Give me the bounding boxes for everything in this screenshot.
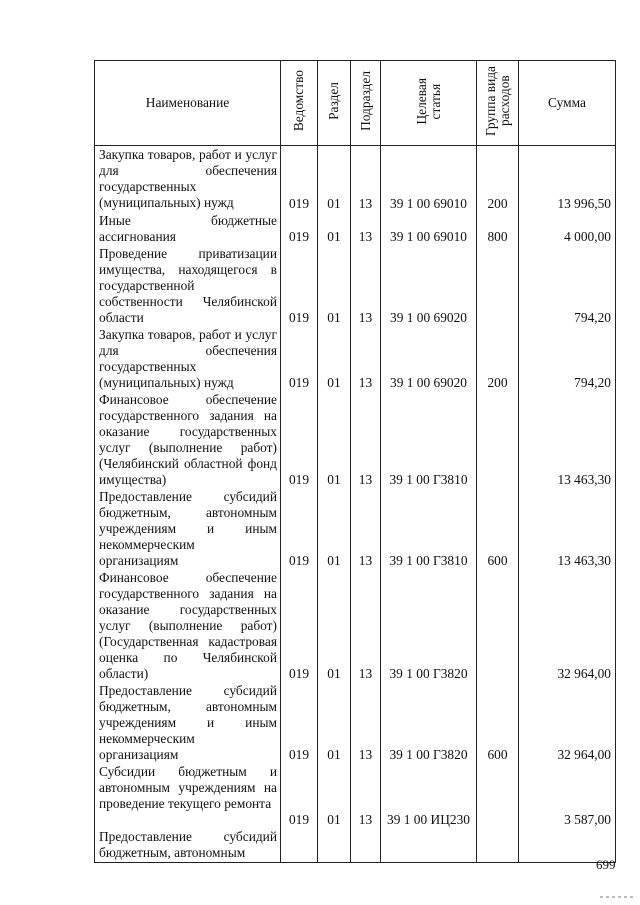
row-sum-cell [519, 326, 616, 391]
row-target-cell [381, 245, 477, 326]
row-group: 600 [487, 552, 508, 568]
row-group-cell [477, 828, 519, 863]
row-target: 39 1 00 ИЦ230 [387, 811, 470, 827]
row-razdel-cell [318, 763, 351, 828]
row-name: Субсидии бюджетным и автономным учреждениям на проведение текущего ремонта [99, 763, 277, 811]
row-name: Закупка товаров, работ и услуг для обеспечения государственных (муниципальных) нужд [99, 326, 277, 390]
row-target-cell [381, 569, 477, 682]
header-vedomstvo: Ведомство [281, 61, 318, 146]
row-razdel: 01 [327, 552, 341, 568]
row-vedomstvo-cell [281, 488, 318, 569]
row-group [477, 310, 518, 326]
row-target: 39 1 00 69010 [390, 228, 467, 244]
row-name: Проведение приватизации имущества, находящегося в государственной собственности Челябинской области [99, 245, 277, 325]
row-name-cell [95, 763, 281, 828]
row-podrazdel-cell [351, 212, 381, 245]
row-name: Предоставление субсидий бюджетным, автономным учреждениям и иным некоммерческим организациям [99, 488, 277, 568]
row-razdel-cell [318, 146, 351, 212]
row-podrazdel-cell [351, 828, 381, 863]
row-vedomstvo: 019 [288, 746, 310, 762]
row-name-cell [95, 391, 281, 488]
row-razdel-cell [318, 212, 351, 245]
row-group: 200 [487, 195, 508, 211]
row-vedomstvo-cell [281, 326, 318, 391]
table-header-row [95, 61, 616, 146]
row-podrazdel-cell [351, 488, 381, 569]
row-target: 39 1 00 69020 [390, 309, 467, 325]
header-razdel: Раздел [318, 61, 351, 146]
row-razdel [318, 846, 350, 862]
row-name: Финансовое обеспечение государственного задания на оказание государственных услуг (выполнение работ) (Государственная кадастровая оценка по Челябинской области) [99, 569, 277, 681]
row-podrazdel: 13 [358, 309, 373, 325]
row-vedomstvo-cell [281, 391, 318, 488]
row-group-cell [477, 488, 519, 569]
row-target: 39 1 00 Г3820 [389, 665, 468, 681]
row-razdel-cell [318, 569, 351, 682]
row-target-cell [381, 488, 477, 569]
row-razdel: 01 [327, 374, 341, 390]
row-vedomstvo-cell [281, 146, 318, 212]
row-sum-cell [519, 763, 616, 828]
row-sum: 32 964,00 [557, 746, 611, 762]
row-vedomstvo-cell [281, 212, 318, 245]
budget-table [94, 60, 616, 863]
row-razdel: 01 [327, 811, 341, 827]
table-row [95, 391, 616, 488]
row-group-cell [477, 326, 519, 391]
row-name-cell [95, 682, 281, 763]
row-target-cell [381, 763, 477, 828]
header-name: Наименование [95, 61, 281, 146]
row-group [477, 812, 518, 828]
row-sum: 32 964,00 [557, 665, 611, 681]
row-sum: 13 463,30 [557, 552, 611, 568]
row-podrazdel-cell [351, 763, 381, 828]
row-target-cell [381, 212, 477, 245]
row-sum: 13 996,50 [557, 195, 611, 211]
row-podrazdel-cell [351, 245, 381, 326]
row-sum-cell [519, 488, 616, 569]
row-sum: 13 463,30 [557, 471, 611, 487]
row-podrazdel: 13 [358, 746, 373, 762]
row-name-cell [95, 326, 281, 391]
row-group-cell [477, 212, 519, 245]
row-podrazdel-cell [351, 682, 381, 763]
row-group-cell [477, 245, 519, 326]
row-podrazdel-cell [351, 391, 381, 488]
row-name: Предоставление субсидий бюджетным, автономным [99, 828, 277, 860]
row-name: Предоставление субсидий бюджетным, автономным учреждениям и иным некоммерческим организациям [99, 682, 277, 762]
row-sum-cell [519, 391, 616, 488]
row-razdel: 01 [327, 195, 341, 211]
row-podrazdel-cell [351, 146, 381, 212]
row-target: 39 1 00 69010 [390, 195, 467, 211]
row-razdel: 01 [327, 228, 341, 244]
row-razdel-cell [318, 488, 351, 569]
scan-artifact [600, 896, 636, 898]
row-group-cell [477, 569, 519, 682]
row-razdel-cell [318, 682, 351, 763]
row-group-cell [477, 391, 519, 488]
row-name-cell [95, 488, 281, 569]
row-sum-cell [519, 569, 616, 682]
table-row [95, 212, 616, 245]
row-target: 39 1 00 Г3810 [389, 552, 468, 568]
row-sum-cell [519, 212, 616, 245]
row-sum-cell [519, 245, 616, 326]
row-sum: 794,20 [574, 309, 611, 325]
row-podrazdel: 13 [358, 811, 373, 827]
row-vedomstvo [281, 846, 317, 862]
header-sum: Сумма [519, 61, 616, 146]
header-group: Группа вида расходов [477, 61, 519, 146]
table-row [95, 326, 616, 391]
row-razdel: 01 [327, 471, 341, 487]
table-row [95, 682, 616, 763]
row-group-cell [477, 682, 519, 763]
row-podrazdel [351, 846, 380, 862]
row-name-cell [95, 245, 281, 326]
row-vedomstvo: 019 [288, 471, 310, 487]
row-group [477, 666, 518, 682]
row-sum: 4 000,00 [564, 228, 611, 244]
row-vedomstvo-cell [281, 828, 318, 863]
row-vedomstvo: 019 [288, 552, 310, 568]
row-target-cell [381, 391, 477, 488]
row-vedomstvo-cell [281, 682, 318, 763]
row-name-cell [95, 212, 281, 245]
row-name-cell [95, 146, 281, 212]
row-vedomstvo: 019 [288, 374, 310, 390]
row-vedomstvo-cell [281, 763, 318, 828]
row-vedomstvo-cell [281, 245, 318, 326]
row-podrazdel: 13 [358, 552, 373, 568]
row-group-cell [477, 146, 519, 212]
row-podrazdel: 13 [358, 665, 373, 681]
row-name: Закупка товаров, работ и услуг для обеспечения государственных (муниципальных) нужд [99, 147, 277, 210]
row-razdel-cell [318, 828, 351, 863]
row-target-cell [381, 828, 477, 863]
row-name: Иные бюджетные ассигнования [99, 212, 277, 244]
row-name-cell [95, 828, 281, 863]
table-row [95, 146, 616, 212]
row-razdel: 01 [327, 309, 341, 325]
row-target: 39 1 00 Г3810 [389, 471, 468, 487]
row-vedomstvo: 019 [288, 195, 310, 211]
row-podrazdel: 13 [358, 195, 373, 211]
row-razdel-cell [318, 326, 351, 391]
row-vedomstvo-cell [281, 569, 318, 682]
row-group [477, 472, 518, 488]
table-row [95, 569, 616, 682]
row-group [477, 846, 518, 862]
row-podrazdel: 13 [358, 228, 373, 244]
header-target: Целевая статья [381, 61, 477, 146]
row-razdel-cell [318, 391, 351, 488]
row-target [381, 846, 476, 862]
row-sum-cell [519, 682, 616, 763]
row-target-cell [381, 326, 477, 391]
row-name: Финансовое обеспечение государственного задания на оказание государственных услуг (выполнение работ) (Челябинский областной фонд имущества) [99, 391, 277, 487]
row-group: 200 [487, 374, 508, 390]
row-vedomstvo: 019 [288, 665, 310, 681]
header-podrazdel: Подраздел [351, 61, 381, 146]
row-name-cell [95, 569, 281, 682]
table-row [95, 763, 616, 828]
row-target-cell [381, 146, 477, 212]
row-vedomstvo: 019 [288, 228, 310, 244]
row-razdel-cell [318, 245, 351, 326]
row-razdel: 01 [327, 665, 341, 681]
row-target-cell [381, 682, 477, 763]
row-podrazdel-cell [351, 326, 381, 391]
page-number: 699 [596, 857, 616, 872]
table-row [95, 488, 616, 569]
row-sum: 794,20 [574, 374, 611, 390]
table-row [95, 245, 616, 326]
row-target: 39 1 00 69020 [390, 374, 467, 390]
row-group-cell [477, 763, 519, 828]
row-target: 39 1 00 Г3820 [389, 746, 468, 762]
row-podrazdel: 13 [358, 374, 373, 390]
row-vedomstvo: 019 [288, 309, 310, 325]
row-razdel: 01 [327, 746, 341, 762]
row-group: 800 [487, 228, 508, 244]
row-group: 600 [487, 746, 508, 762]
table-row [95, 828, 616, 863]
row-podrazdel-cell [351, 569, 381, 682]
row-podrazdel: 13 [358, 471, 373, 487]
row-sum: 3 587,00 [564, 811, 611, 827]
row-sum-cell [519, 146, 616, 212]
row-vedomstvo: 019 [288, 811, 310, 827]
